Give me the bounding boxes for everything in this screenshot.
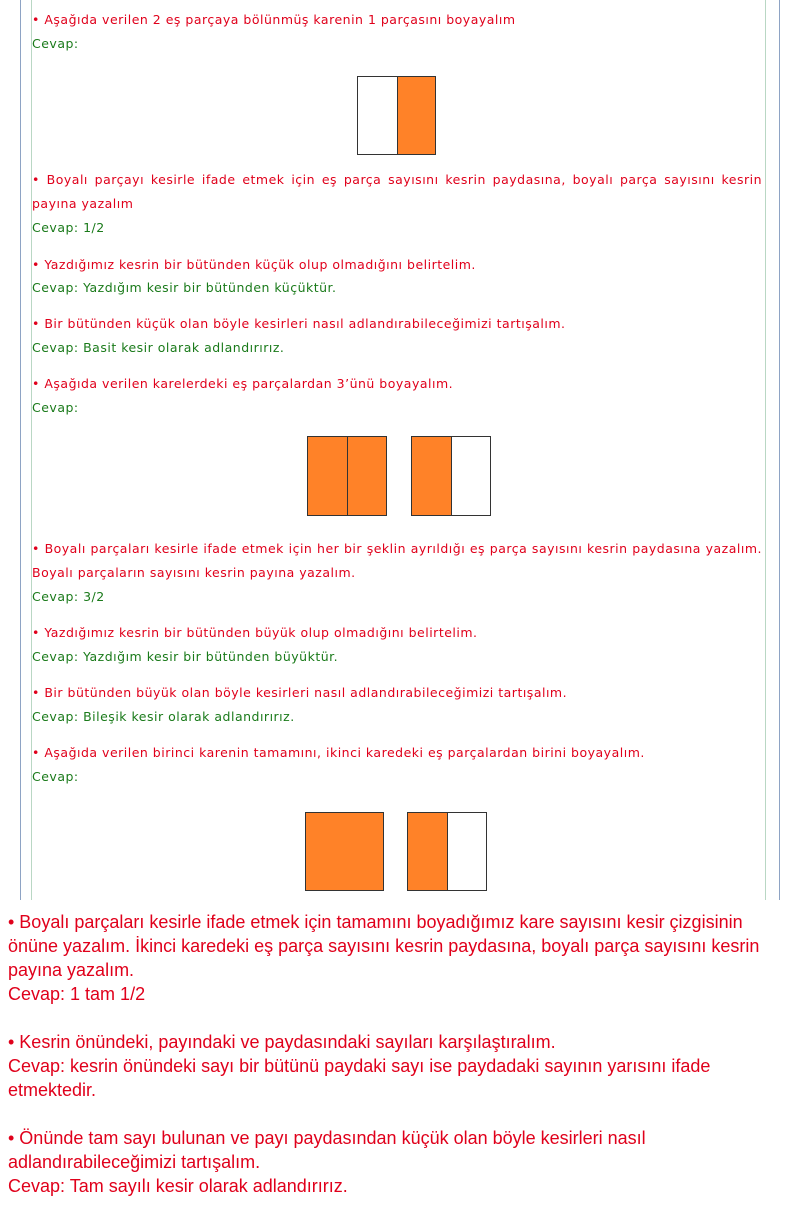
question-text: • Boyalı parçayı kesirle ifade etmek için eş parça sayısını kesrin paydasına, boyalı parça sayısını kesrin payına yazalım [32, 172, 762, 211]
question-text: • Boyalı parçaları kesirle ifade etmek için her bir şeklin ayrıldığı eş parça sayısını kesrin paydasına yazalım. Boyalı parçaların sayısını kesrin payına yazalım. [32, 541, 762, 580]
answer-text: Cevap: Yazdığım kesir bir bütünden büyüktür. [32, 649, 339, 664]
question-text: • Boyalı parçaları kesirle ifade etmek için tamamını boyadığımız kare sayısını kesir çizgisinin önüne yazalım. İkinci karedeki eş parça sayısını kesrin paydasına, boyalı parça sayısını kesrin payına yazalım. [8, 912, 760, 980]
question-text: • Önünde tam sayı bulunan ve payı paydasından küçük olan böyle kesirleri nasıl adlandırabileceğimizi tartışalım. [8, 1128, 646, 1172]
spacer [8, 1006, 788, 1030]
unshaded-part [358, 77, 397, 154]
answer-text: Cevap: 1/2 [32, 220, 105, 235]
shaded-part [347, 437, 386, 515]
shaded-part [408, 813, 447, 890]
answer-text: Cevap: [32, 400, 79, 415]
question-text: • Aşağıda verilen birinci karenin tamamını, ikinci karedeki eş parçalardan birini boyayalım. [32, 745, 645, 760]
figure-square-halves [357, 76, 436, 155]
figure-square-fully-shaded [307, 436, 387, 516]
question-text: • Aşağıda verilen karelerdeki eş parçalardan 3’ünü boyayalım. [32, 376, 454, 391]
figure-square-whole [305, 812, 384, 891]
question-text: • Yazdığımız kesrin bir bütünden büyük olup olmadığını belirtelim. [32, 625, 478, 640]
question-text: • Bir bütünden büyük olan böyle kesirleri nasıl adlandırabileceğimizi tartışalım. [32, 685, 568, 700]
unshaded-part [451, 437, 490, 515]
shaded-part [412, 437, 451, 515]
answer-text: Cevap: Basit kesir olarak adlandırırız. [32, 340, 285, 355]
question-text: • Kesrin önündeki, payındaki ve paydasındaki sayıları karşılaştıralım. [8, 1032, 556, 1052]
answer-text: Cevap: Bileşik kesir olarak adlandırırız. [32, 709, 295, 724]
shaded-part [397, 77, 435, 154]
question-text: • Aşağıda verilen 2 eş parçaya bölünmüş karenin 1 parçasını boyayalım [32, 12, 516, 27]
answer-text: Cevap: [32, 36, 79, 51]
answer-text: Cevap: [32, 769, 79, 784]
spacer [8, 1102, 788, 1126]
answer-text: Cevap: 3/2 [32, 589, 105, 604]
unshaded-part [447, 813, 486, 890]
question-text: • Bir bütünden küçük olan böyle kesirleri nasıl adlandırabileceğimizi tartışalım. [32, 316, 566, 331]
figure-square-half-shaded [411, 436, 491, 516]
shaded-part [308, 437, 347, 515]
answer-text: Cevap: 1 tam 1/2 [8, 984, 146, 1004]
answer-text: Cevap: Tam sayılı kesir olarak adlandırırız. [8, 1176, 348, 1196]
bottom-text-section [8, 910, 788, 1198]
answer-text: Cevap: kesrin önündeki sayı bir bütünü paydaki sayı ise paydadaki sayının yarısını ifade etmektedir. [8, 1056, 711, 1100]
question-text: • Yazdığımız kesrin bir bütünden küçük olup olmadığını belirtelim. [32, 257, 476, 272]
figure-square-half-shaded [407, 812, 487, 891]
answer-text: Cevap: Yazdığım kesir bir bütünden küçüktür. [32, 280, 337, 295]
